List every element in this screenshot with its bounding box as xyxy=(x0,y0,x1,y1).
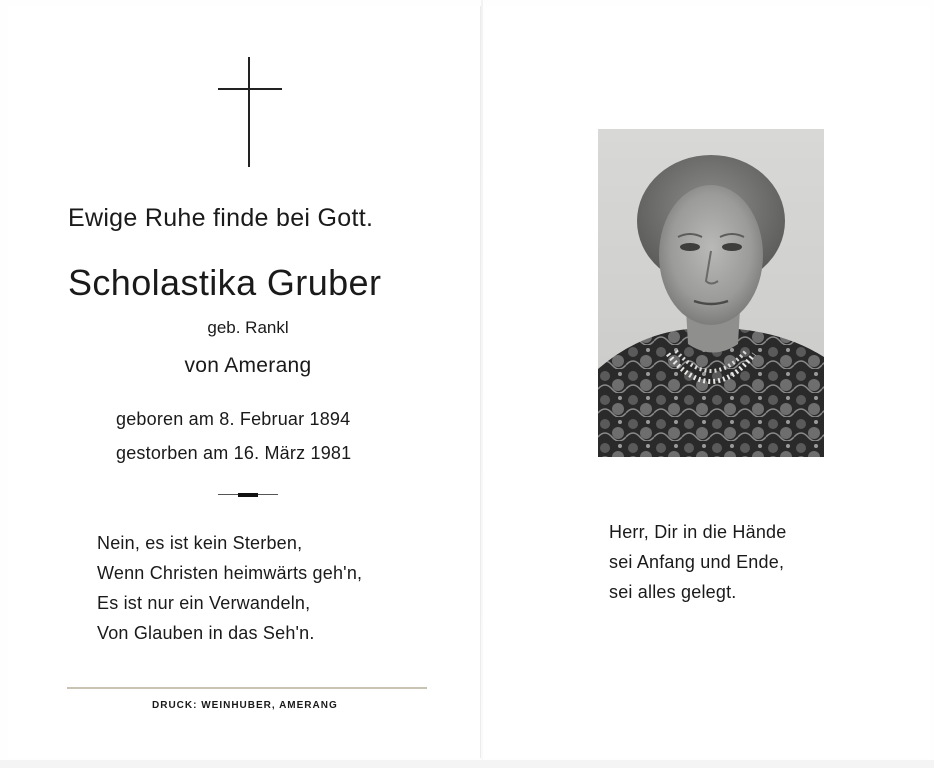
death-date: gestorben am 16. März 1981 xyxy=(116,443,352,463)
printer-credit: DRUCK: WEINHUBER, AMERANG xyxy=(152,700,338,711)
card-bottom-edge xyxy=(0,760,934,768)
closing-quote xyxy=(609,517,786,607)
verse-line: Von Glauben in das Seh'n. xyxy=(97,623,315,643)
cross-icon xyxy=(218,57,282,167)
verse-line: Nein, es ist kein Sterben, xyxy=(97,533,303,553)
card-fold xyxy=(481,0,483,768)
hometown: von Amerang xyxy=(184,354,312,377)
quote-line: sei Anfang und Ende, xyxy=(609,552,785,572)
motto: Ewige Ruhe finde bei Gott. xyxy=(68,204,374,232)
ornament-divider-icon xyxy=(218,493,278,497)
deceased-name: Scholastika Gruber xyxy=(68,262,382,303)
portrait-photo xyxy=(598,129,824,457)
maiden-name: geb. Rankl xyxy=(207,318,289,337)
quote-line: sei alles gelegt. xyxy=(609,582,737,602)
birth-date: geboren am 8. Februar 1894 xyxy=(116,409,351,429)
verse-line: Wenn Christen heimwärts geh'n, xyxy=(97,563,363,583)
verse xyxy=(97,528,362,648)
quote-line: Herr, Dir in die Hände xyxy=(609,522,787,542)
footer-rule xyxy=(67,687,427,689)
verse-line: Es ist nur ein Verwandeln, xyxy=(97,593,311,613)
